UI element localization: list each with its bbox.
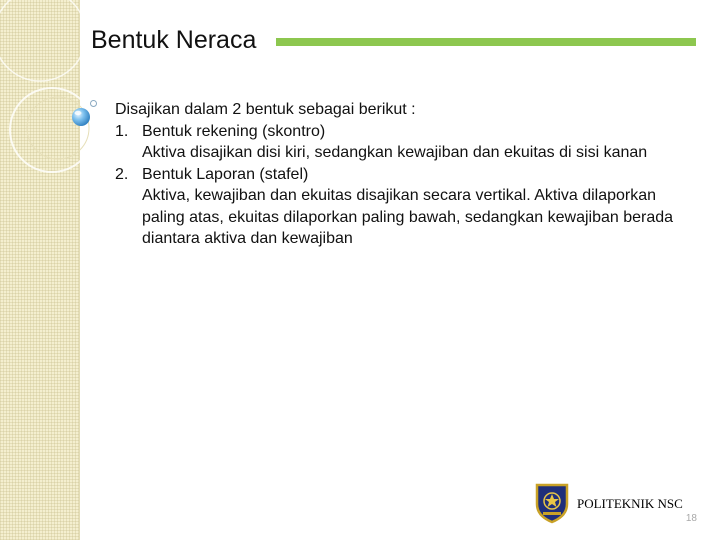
item-description: Aktiva, kewajiban dan ekuitas disajikan secara vertikal. Aktiva dilaporkan paling atas, ekuitas dilaporkan paling bawah, sedangkan kewajiban berada diantara aktiva dan kewajiban xyxy=(142,187,674,247)
item-title: Bentuk rekening (skontro) xyxy=(142,122,326,140)
title-area xyxy=(0,0,720,70)
item-number: 1. xyxy=(115,122,129,140)
title-accent-bar xyxy=(276,38,696,46)
item-title: Bentuk Laporan (stafel) xyxy=(142,165,309,183)
slide-footer xyxy=(520,482,700,532)
politeknik-shield-logo-icon xyxy=(534,482,570,524)
page-number: 18 xyxy=(685,513,697,524)
slide-title: Bentuk Neraca xyxy=(91,26,257,54)
item-description: Aktiva disajikan disi kiri, sedangkan kewajiban dan ekuitas di sisi kanan xyxy=(142,144,648,161)
list-item xyxy=(115,121,695,164)
intro-text: Disajikan dalam 2 bentuk sebagai berikut : xyxy=(115,101,416,118)
circle-bullet-icon xyxy=(90,100,97,107)
blue-orb-icon xyxy=(72,108,90,126)
institution-name: POLITEKNIK NSC xyxy=(577,496,683,511)
item-number: 2. xyxy=(115,165,129,183)
slide-body xyxy=(115,99,695,250)
list-item xyxy=(115,164,695,250)
